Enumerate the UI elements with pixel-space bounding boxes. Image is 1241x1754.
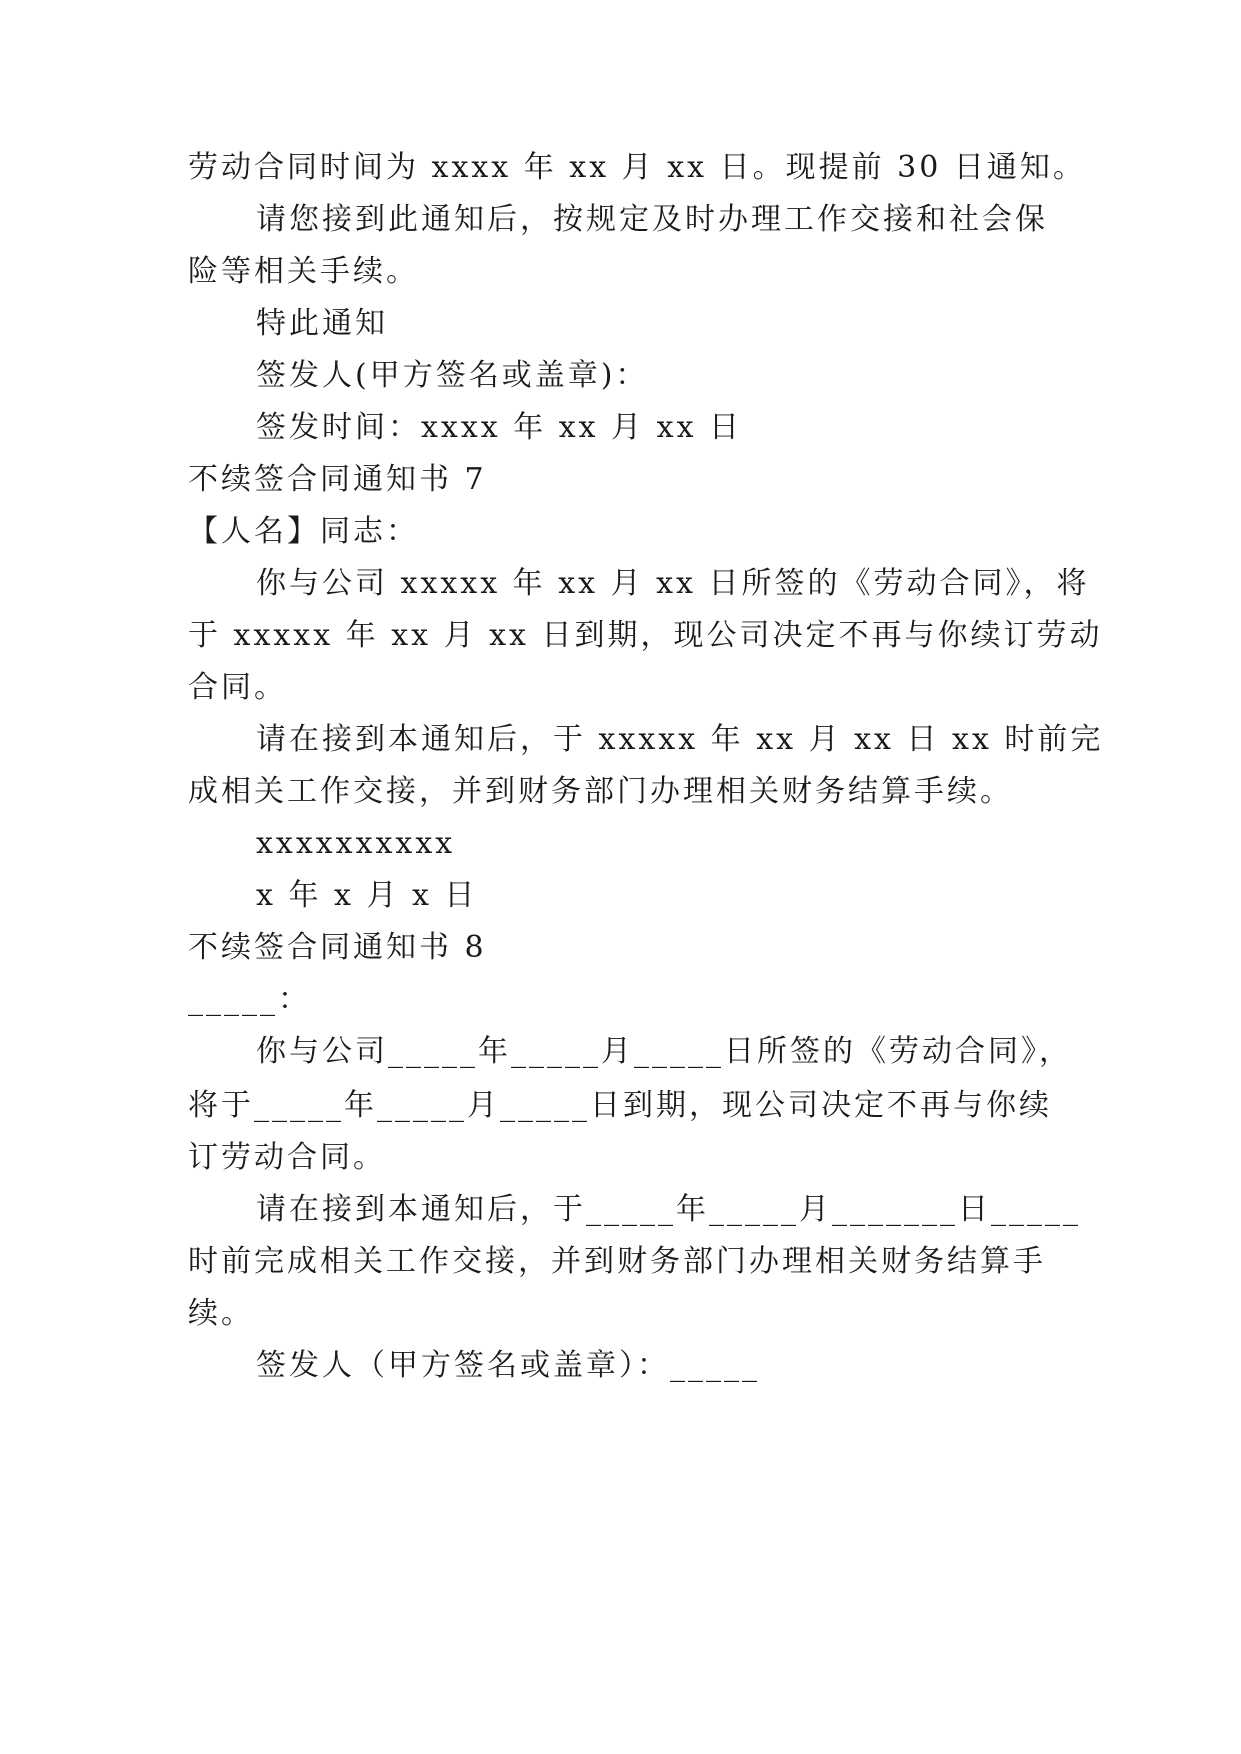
text-line: 续。	[188, 1296, 254, 1331]
text-line: 特此通知	[256, 306, 388, 341]
text-line: 成相关工作交接，并到财务部门办理相关财务结算手续。	[188, 774, 1013, 809]
text-line: 将于_____年_____月_____日到期，现公司决定不再与你续	[188, 1088, 1052, 1123]
salutation: _____：	[188, 982, 311, 1017]
text-line: 劳动合同时间为 xxxx 年 xx 月 xx 日。现提前 30 日通知。	[188, 150, 1086, 185]
text-line: 时前完成相关工作交接，并到财务部门办理相关财务结算手	[188, 1244, 1046, 1279]
text-line: 于 xxxxx 年 xx 月 xx 日到期，现公司决定不再与你续订劳动	[188, 618, 1103, 653]
salutation: 【人名】同志：	[188, 514, 419, 549]
section-heading: 不续签合同通知书 7	[188, 462, 487, 497]
text-line: 险等相关手续。	[188, 254, 419, 289]
text-line: 请在接到本通知后，于 xxxxx 年 xx 月 xx 日 xx 时前完	[256, 722, 1104, 757]
text-line: 你与公司 xxxxx 年 xx 月 xx 日所签的《劳动合同》，将	[256, 566, 1090, 601]
text-line: 合同。	[188, 670, 287, 705]
text-line: 签发时间：xxxx 年 xx 月 xx 日	[256, 410, 743, 445]
text-line: 请您接到此通知后，按规定及时办理工作交接和社会保	[256, 202, 1048, 237]
date-line: x 年 x 月 x 日	[256, 878, 478, 913]
text-line: 你与公司_____年_____月_____日所签的《劳动合同》，	[256, 1034, 1072, 1069]
signer-line: 签发人（甲方签名或盖章）：_____	[256, 1348, 760, 1383]
text-line: 请在接到本通知后，于_____年_____月_______日_____	[256, 1192, 1081, 1227]
section-heading: 不续签合同通知书 8	[188, 930, 487, 965]
text-line: 签发人(甲方签名或盖章)：	[256, 358, 649, 393]
signer-line: xxxxxxxxxx	[256, 826, 456, 861]
text-line: 订劳动合同。	[188, 1140, 386, 1175]
